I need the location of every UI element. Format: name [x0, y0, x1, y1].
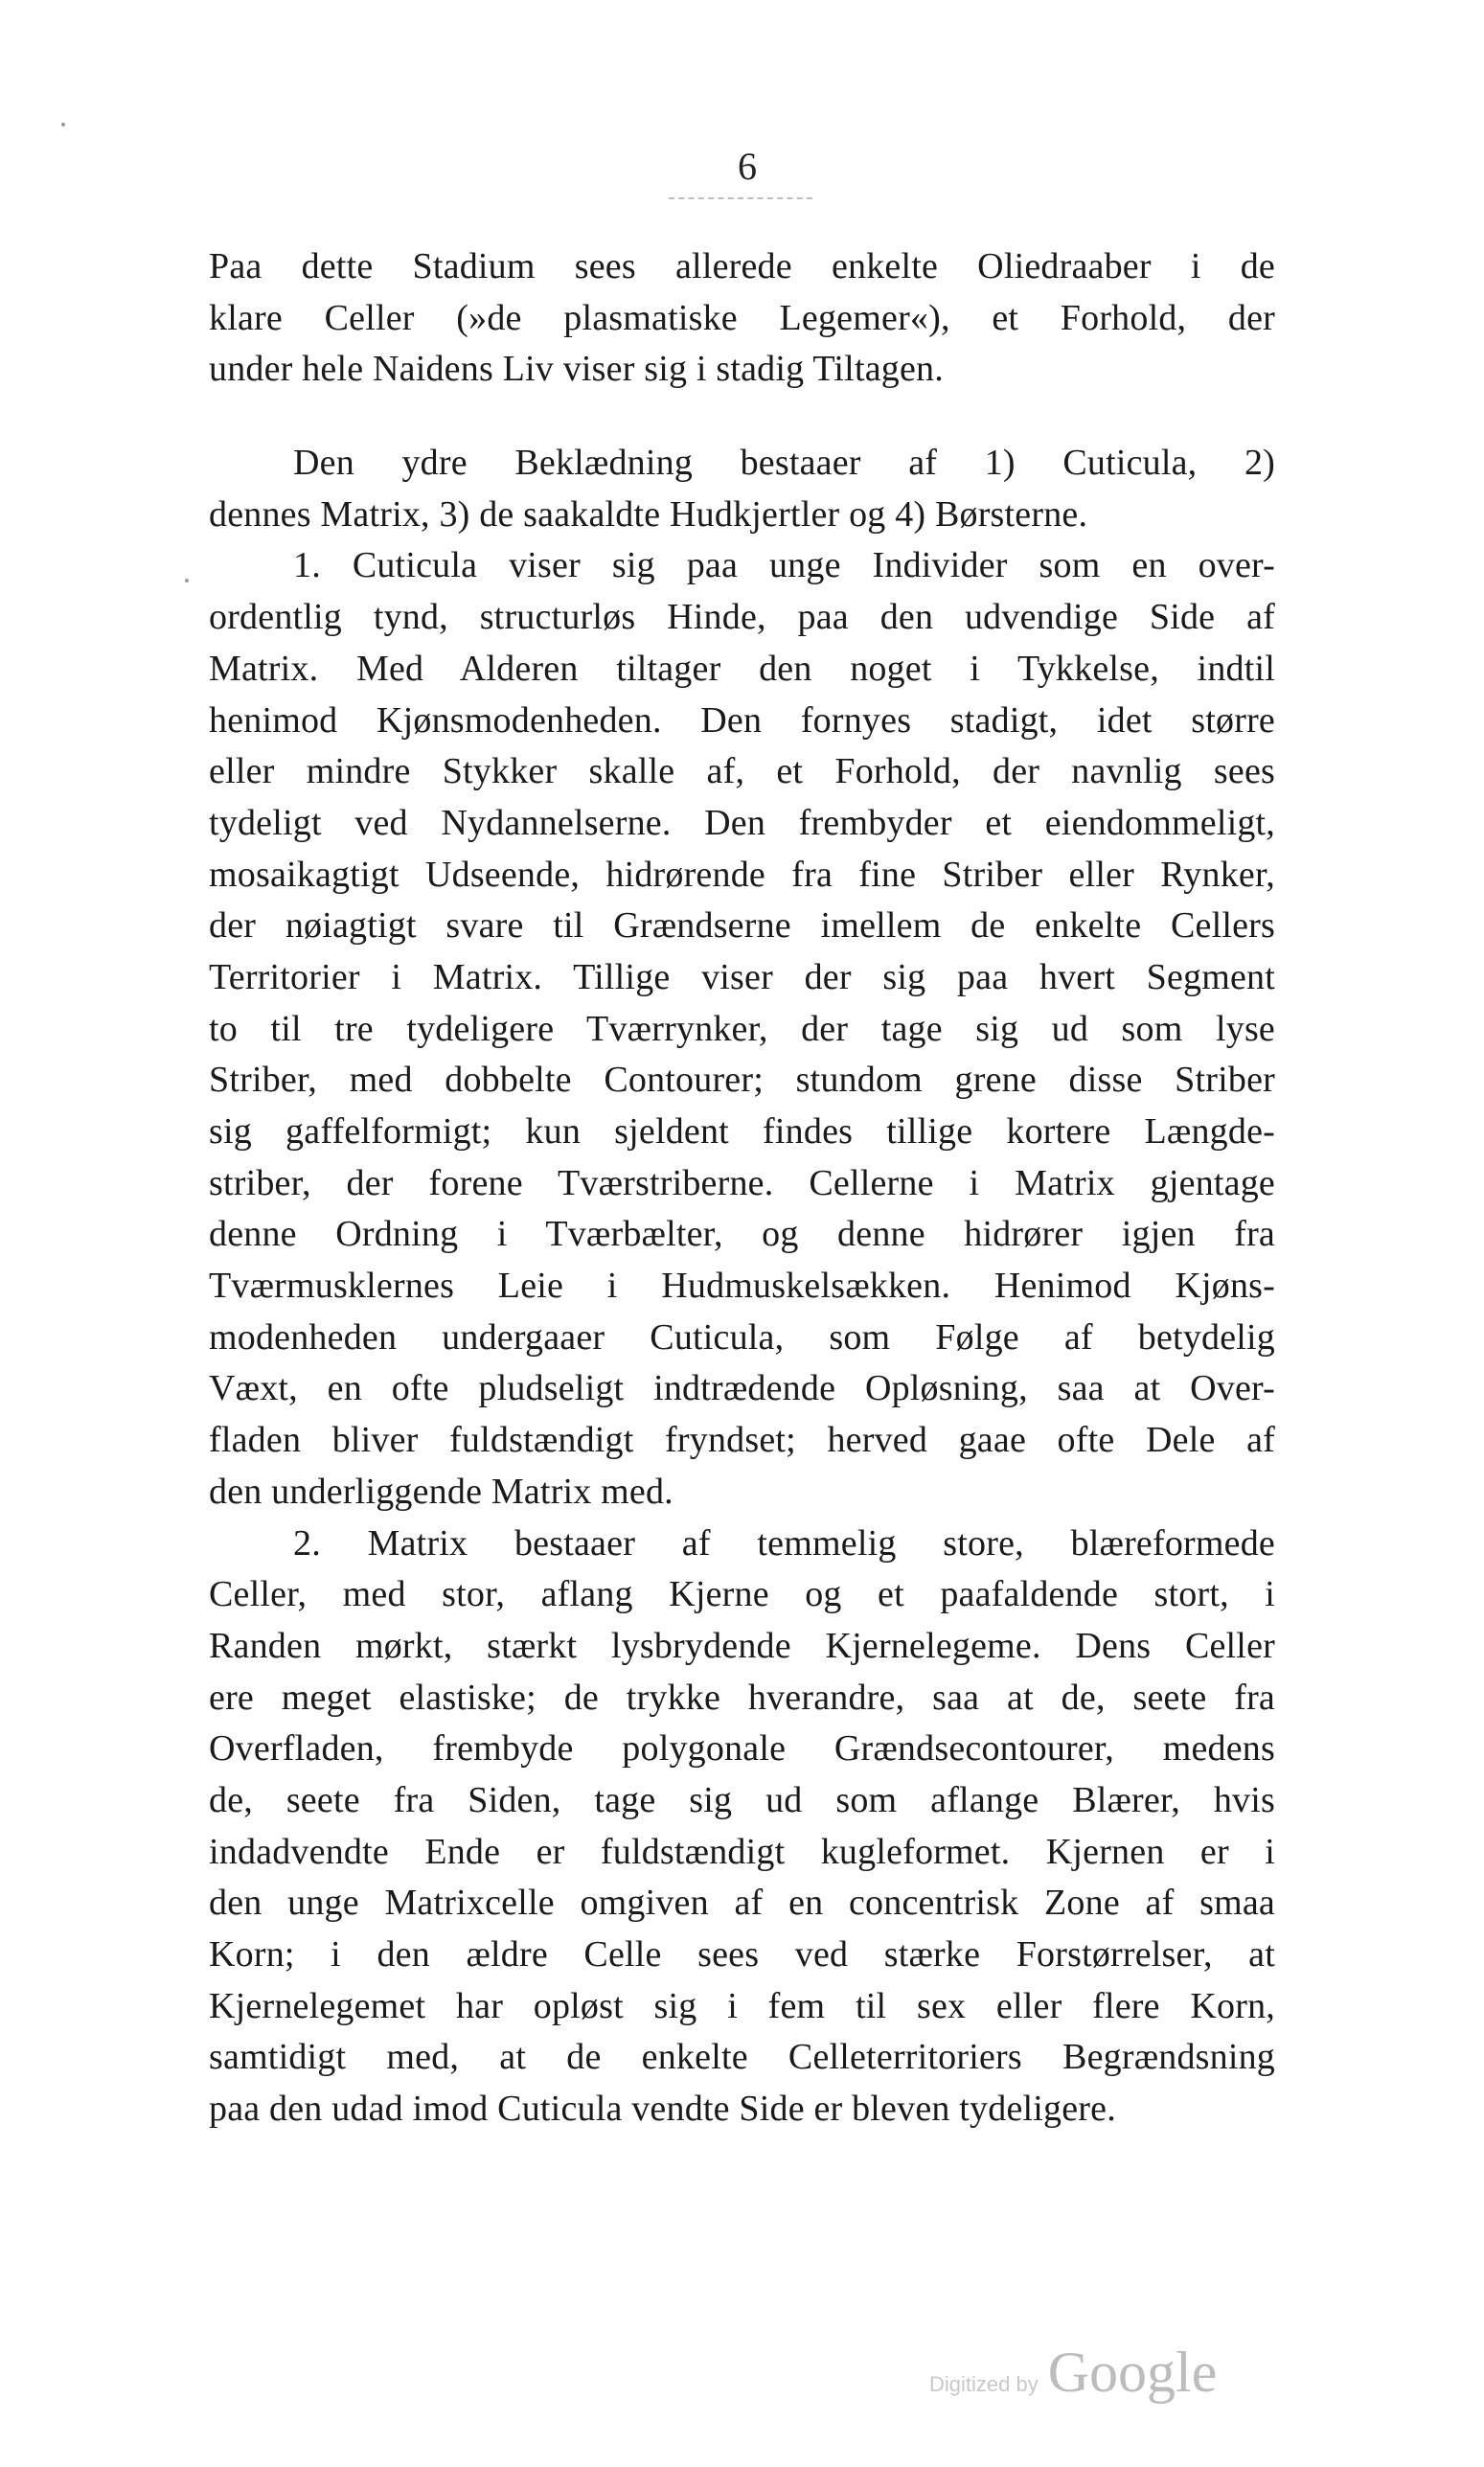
- text-line: under hele Naidens Liv viser sig i stadig Tiltagen.: [209, 349, 944, 390]
- text-line: ere meget elastiske; de trykke hverandre, saa at de, seete fra: [209, 1677, 1275, 1718]
- text-line: henimod Kjønsmodenheden. Den fornyes stadigt, idet større: [209, 699, 1275, 741]
- text-line: Tværmusklernes Leie i Hudmuskelsækken. Henimod Kjøns-: [209, 1266, 1275, 1307]
- digitized-watermark: [929, 2340, 1217, 2406]
- text-line: de, seete fra Siden, tage sig ud som aflange Blærer, hvis: [209, 1779, 1275, 1820]
- text-line: dennes Matrix, 3) de saakaldte Hudkjertler og 4) Børsterne.: [209, 493, 1088, 535]
- body-text: [209, 241, 1275, 2136]
- text-line: Paa dette Stadium sees allerede enkelte Oliedraaber i de: [209, 246, 1275, 286]
- text-line: 1. Cuticula viser sig paa unge Individer som en over-: [293, 545, 1275, 586]
- text-line: Randen mørkt, stærkt lysbrydende Kjernelegeme. Dens Celler: [209, 1625, 1275, 1666]
- paragraph: [209, 540, 1275, 1518]
- text-line: Væxt, en ofte pludseligt indtrædende Opløsning, saa at Over-: [209, 1368, 1275, 1409]
- text-line: to til tre tydeligere Tværrynker, der tage sig ud som lyse: [209, 1008, 1275, 1049]
- text-line: Kjernelegemet har opløst sig i fem til sex eller flere Korn,: [209, 1985, 1275, 2026]
- text-line: den unge Matrixcelle omgiven af en concentrisk Zone af smaa: [209, 1883, 1275, 1924]
- text-line: mosaikagtigt Udseende, hidrørende fra fine Striber eller Rynker,: [209, 854, 1275, 895]
- text-line: Striber, med dobbelte Contourer; stundom grene disse Striber: [209, 1060, 1275, 1101]
- text-line: klare Celler (»de plasmatiske Legemer«), et Forhold, der: [209, 297, 1275, 338]
- text-line: Territorier i Matrix. Tillige viser der sig paa hvert Segment: [209, 956, 1275, 997]
- page-number-rule: [669, 197, 812, 199]
- text-line: sig gaffelformigt; kun sjeldent findes tillige kortere Længde-: [209, 1111, 1275, 1152]
- text-line: indadvendte Ende er fuldstændigt kugleformet. Kjernen er i: [209, 1831, 1275, 1872]
- paragraph-gap: [209, 396, 1275, 438]
- text-line: fladen bliver fuldstændigt fryndset; herved gaae ofte Dele af: [209, 1420, 1275, 1461]
- text-line: Matrix. Med Alderen tiltager den noget i Tykkelse, indtil: [209, 648, 1275, 689]
- text-line: paa den udad imod Cuticula vendte Side er bleven tydeligere.: [209, 2089, 1116, 2130]
- text-line: eller mindre Stykker skalle af, et Forhold, der navnlig sees: [209, 751, 1275, 792]
- text-line: Den ydre Beklædning bestaaer af 1) Cuticula, 2): [293, 443, 1275, 484]
- stray-mark: [185, 579, 189, 582]
- paragraph: [209, 1519, 1275, 2136]
- text-line: der nøiagtigt svare til Grændserne imellem de enkelte Cellers: [209, 905, 1275, 947]
- text-line: ordentlig tynd, structurløs Hinde, paa den udvendige Side af: [209, 597, 1275, 638]
- text-line: striber, der forene Tværstriberne. Cellerne i Matrix gjentage: [209, 1162, 1275, 1203]
- text-line: samtidigt med, at de enkelte Celleterritoriers Begrændsning: [209, 2037, 1275, 2078]
- stray-mark: [61, 123, 65, 126]
- text-line: 2. Matrix bestaaer af temmelig store, blæreformede: [293, 1522, 1275, 1564]
- text-line: modenheden undergaaer Cuticula, som Følge af betydelig: [209, 1316, 1275, 1358]
- text-line: Celler, med stor, aflang Kjerne og et paafaldende stort, i: [209, 1574, 1275, 1615]
- text-line: den underliggende Matrix med.: [209, 1471, 674, 1512]
- watermark-logo: Google: [1047, 2341, 1218, 2404]
- paragraph: [209, 241, 1275, 396]
- text-line: denne Ordning i Tværbælter, og denne hidrører igjen fra: [209, 1214, 1275, 1255]
- watermark-label: Digitized by: [929, 2372, 1039, 2396]
- paragraph: [209, 438, 1275, 540]
- page-number: 6: [738, 145, 757, 188]
- text-line: Overfladen, frembyde polygonale Grændsecontourer, medens: [209, 1728, 1275, 1770]
- text-line: tydeligt ved Nydannelserne. Den frembyder et eiendommeligt,: [209, 802, 1275, 843]
- text-line: Korn; i den ældre Celle sees ved stærke Forstørrelser, at: [209, 1934, 1275, 1975]
